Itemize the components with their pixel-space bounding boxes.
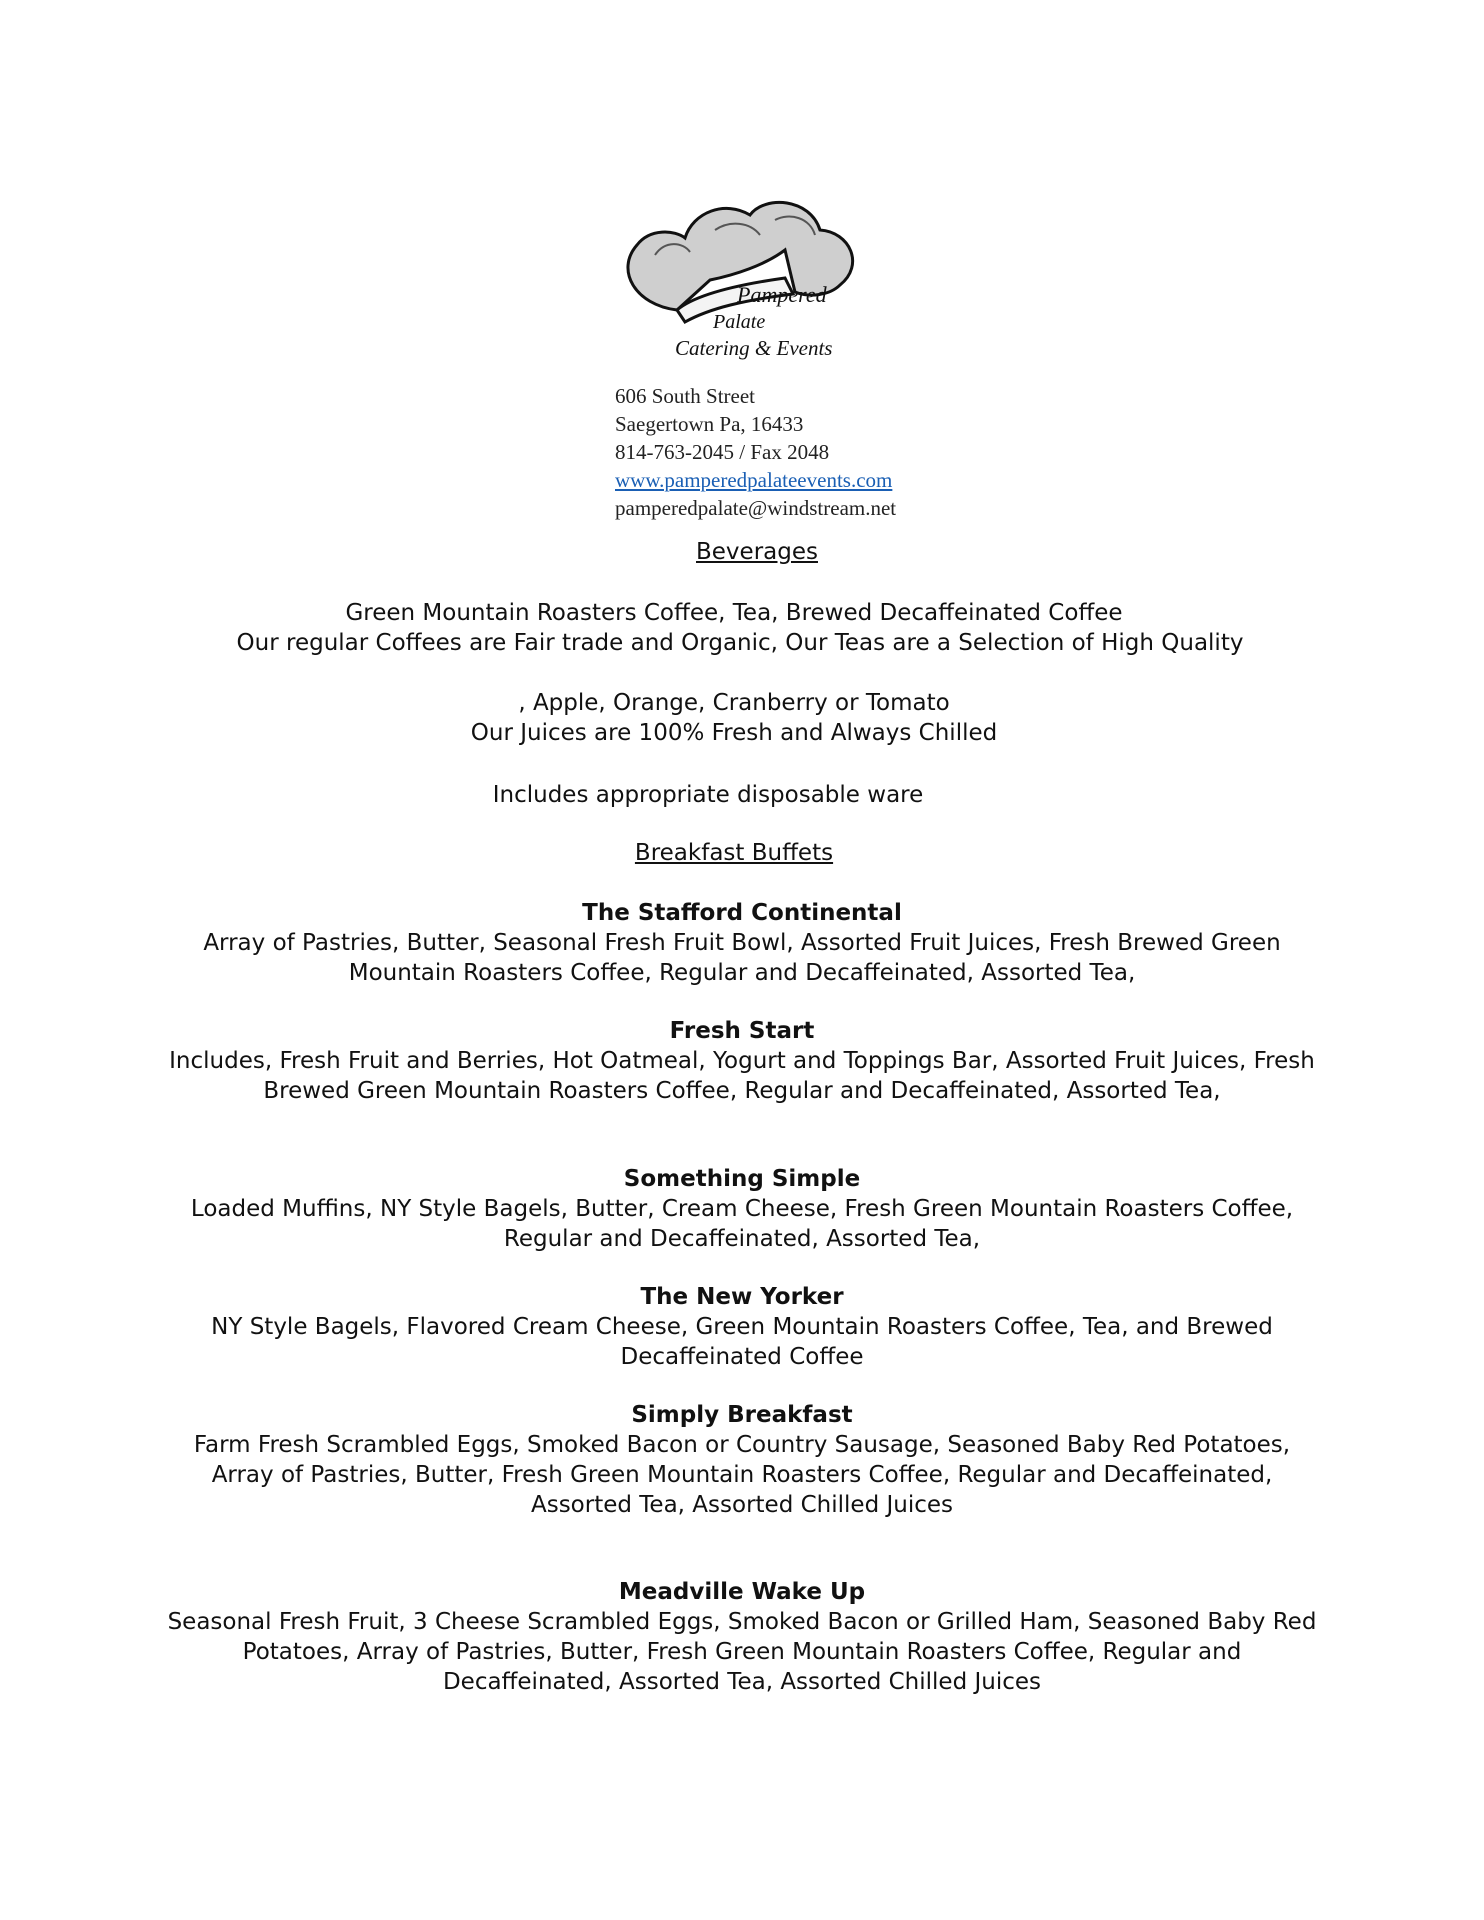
address-phone: 814-763-2045 / Fax 2048 [615, 440, 830, 464]
beverages-heading: Beverages [696, 539, 818, 565]
disposable-note: Includes appropriate disposable ware [492, 782, 924, 808]
buffet-title: Something Simple [623, 1166, 861, 1192]
email-address: pamperedpalate@windstream.net [615, 496, 897, 520]
buffet-item [160, 1282, 1324, 1372]
buffet-title: The Stafford Continental [582, 900, 902, 926]
logo-text-catering: Catering & Events [675, 336, 833, 360]
logo-text-palate: Palate [713, 311, 766, 333]
buffet-item [160, 1164, 1324, 1254]
buffet-description: Array of Pastries, Butter, Seasonal Fresh Fruit Bowl, Assorted Fruit Juices, Fresh Brewed Green Mountain Roasters Coffee, Regular and Decaffeinated, Assorted Tea, [203, 930, 1281, 986]
website-link[interactable]: www.pamperedpalateevents.com [615, 468, 893, 492]
address-street: 606 South Street [615, 384, 755, 408]
address-city: Saegertown Pa, 16433 [615, 412, 804, 436]
buffet-item [160, 1400, 1324, 1520]
buffet-description: Includes, Fresh Fruit and Berries, Hot Oatmeal, Yogurt and Toppings Bar, Assorted Fruit Juices, Fresh Brewed Green Mountain Roasters Coffee, Regular and Decaffeinated, Assorted Tea, [169, 1048, 1315, 1104]
buffet-item [160, 898, 1324, 988]
buffet-item [160, 1577, 1324, 1697]
buffet-description: Loaded Muffins, NY Style Bagels, Butter, Cream Cheese, Fresh Green Mountain Roasters Coffee, Regular and Decaffeinated, Assorted Tea, [190, 1196, 1294, 1252]
beverages-juice-line: , Apple, Orange, Cranberry or Tomato [518, 690, 950, 716]
contact-block [615, 382, 896, 522]
buffet-description: Farm Fresh Scrambled Eggs, Smoked Bacon or Country Sausage, Seasoned Baby Red Potatoes, Array of Pastries, Butter, Fresh Green Mountain Roasters Coffee, Regular and Decaffeinated, Assorted Tea, Assorted Chilled Juices [193, 1432, 1291, 1518]
buffet-title: Simply Breakfast [631, 1402, 853, 1428]
breakfast-heading: Breakfast Buffets [634, 840, 834, 866]
buffet-title: Meadville Wake Up [618, 1579, 866, 1605]
buffet-item [160, 1016, 1324, 1106]
logo-text-pampered: Pampered [737, 282, 827, 307]
beverages-juice-note: Our Juices are 100% Fresh and Always Chilled [470, 720, 998, 746]
pampered-palate-logo [615, 190, 890, 365]
buffet-description: Seasonal Fresh Fruit, 3 Cheese Scrambled Eggs, Smoked Bacon or Grilled Ham, Seasoned Baby Red Potatoes, Array of Pastries, Butter, Fresh Green Mountain Roasters Coffee, Regular and Decaffeinated, Assorted Tea, Assorted Chilled Juices [167, 1609, 1317, 1695]
beverages-coffee-line: Green Mountain Roasters Coffee, Tea, Brewed Decaffeinated Coffee [345, 600, 1123, 626]
buffet-title: The New Yorker [640, 1284, 844, 1310]
beverages-coffee-note: Our regular Coffees are Fair trade and Organic, Our Teas are a Selection of High Quality [236, 630, 1244, 656]
buffet-title: Fresh Start [669, 1018, 815, 1044]
buffet-description: NY Style Bagels, Flavored Cream Cheese, Green Mountain Roasters Coffee, Tea, and Brewed Decaffeinated Coffee [211, 1314, 1273, 1370]
